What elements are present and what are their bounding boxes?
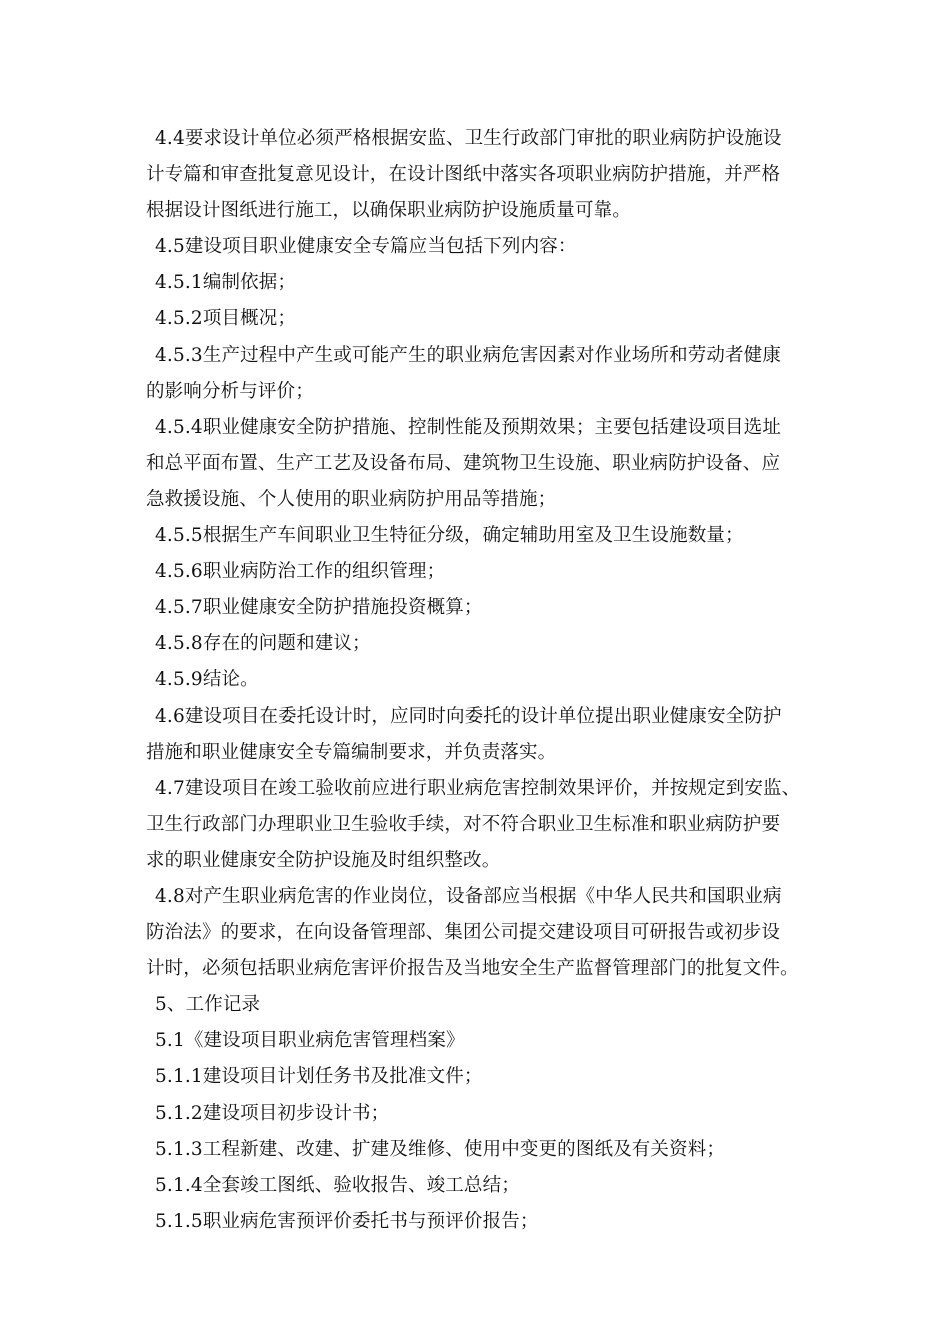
document-body [146,121,806,1240]
text-line: 4.5.1编制依据； [155,272,297,294]
text-line: 4.5.9结论。 [155,669,259,691]
text-line: 防治法》的要求，在向设备管理部、集团公司提交建设项目可研报告或初步设 [146,922,781,944]
text-line: 4.8对产生职业病危害的作业岗位，设备部应当根据《中华人民共和国职业病 [155,885,782,907]
text-line: 的影响分析与评价； [146,380,314,402]
text-line: 4.5.4职业健康安全防护措施、控制性能及预期效果；主要包括建设项目选址 [155,416,781,438]
text-line: 卫生行政部门办理职业卫生验收手续，对不符合职业卫生标准和职业病防护要 [146,813,781,835]
text-line: 急救援设施、个人使用的职业病防护用品等措施； [146,488,557,510]
text-line: 4.4要求设计单位必须严格根据安监、卫生行政部门审批的职业病防护设施设 [155,128,782,149]
text-line: 5.1.3工程新建、改建、扩建及维修、使用中变更的图纸及有关资料； [155,1138,726,1160]
text-line: 4.6建设项目在委托设计时，应同时向委托的设计单位提出职业健康安全防护 [155,705,782,727]
text-line: 4.5.3生产过程中产生或可能产生的职业病危害因素对作业场所和劳动者健康 [155,344,781,366]
section-heading: 5、工作记录 [155,994,261,1016]
text-line: 4.5.6职业病防治工作的组织管理； [155,561,446,583]
text-line: 5.1.5职业病危害预评价委托书与预评价报告； [155,1210,539,1232]
text-line: 4.5.8存在的问题和建议； [155,633,371,655]
text-line: 5.1.4全套竣工图纸、验收报告、竣工总结； [155,1174,520,1196]
text-line: 4.7建设项目在竣工验收前应进行职业病危害控制效果评价，并按规定到安监、 [155,777,801,799]
text-line: 和总平面布置、生产工艺及设备布局、建筑物卫生设施、职业病防护设备、应 [146,452,781,474]
text-line: 措施和职业健康安全专篇编制要求，并负责落实。 [146,741,557,763]
text-line: 根据设计图纸进行施工，以确保职业病防护设施质量可靠。 [146,200,631,222]
text-line: 计专篇和审查批复意见设计，在设计图纸中落实各项职业病防护措施，并严格 [146,164,781,186]
text-line: 4.5.5根据生产车间职业卫生特征分级，确定辅助用室及卫生设施数量； [155,525,744,547]
text-line: 5.1.2建设项目初步设计书； [155,1102,390,1124]
text-line: 4.5.2项目概况； [155,308,297,330]
text-line: 4.5.7职业健康安全防护措施投资概算； [155,597,483,619]
text-line: 4.5建设项目职业健康安全专篇应当包括下列内容： [155,236,577,258]
text-line: 求的职业健康安全防护设施及时组织整改。 [146,849,501,871]
text-line: 5.1.1建设项目计划任务书及批准文件； [155,1066,483,1088]
text-line: 5.1《建设项目职业病危害管理档案》 [155,1030,465,1052]
text-line: 计时，必须包括职业病危害评价报告及当地安全生产监督管理部门的批复文件。 [146,958,799,980]
